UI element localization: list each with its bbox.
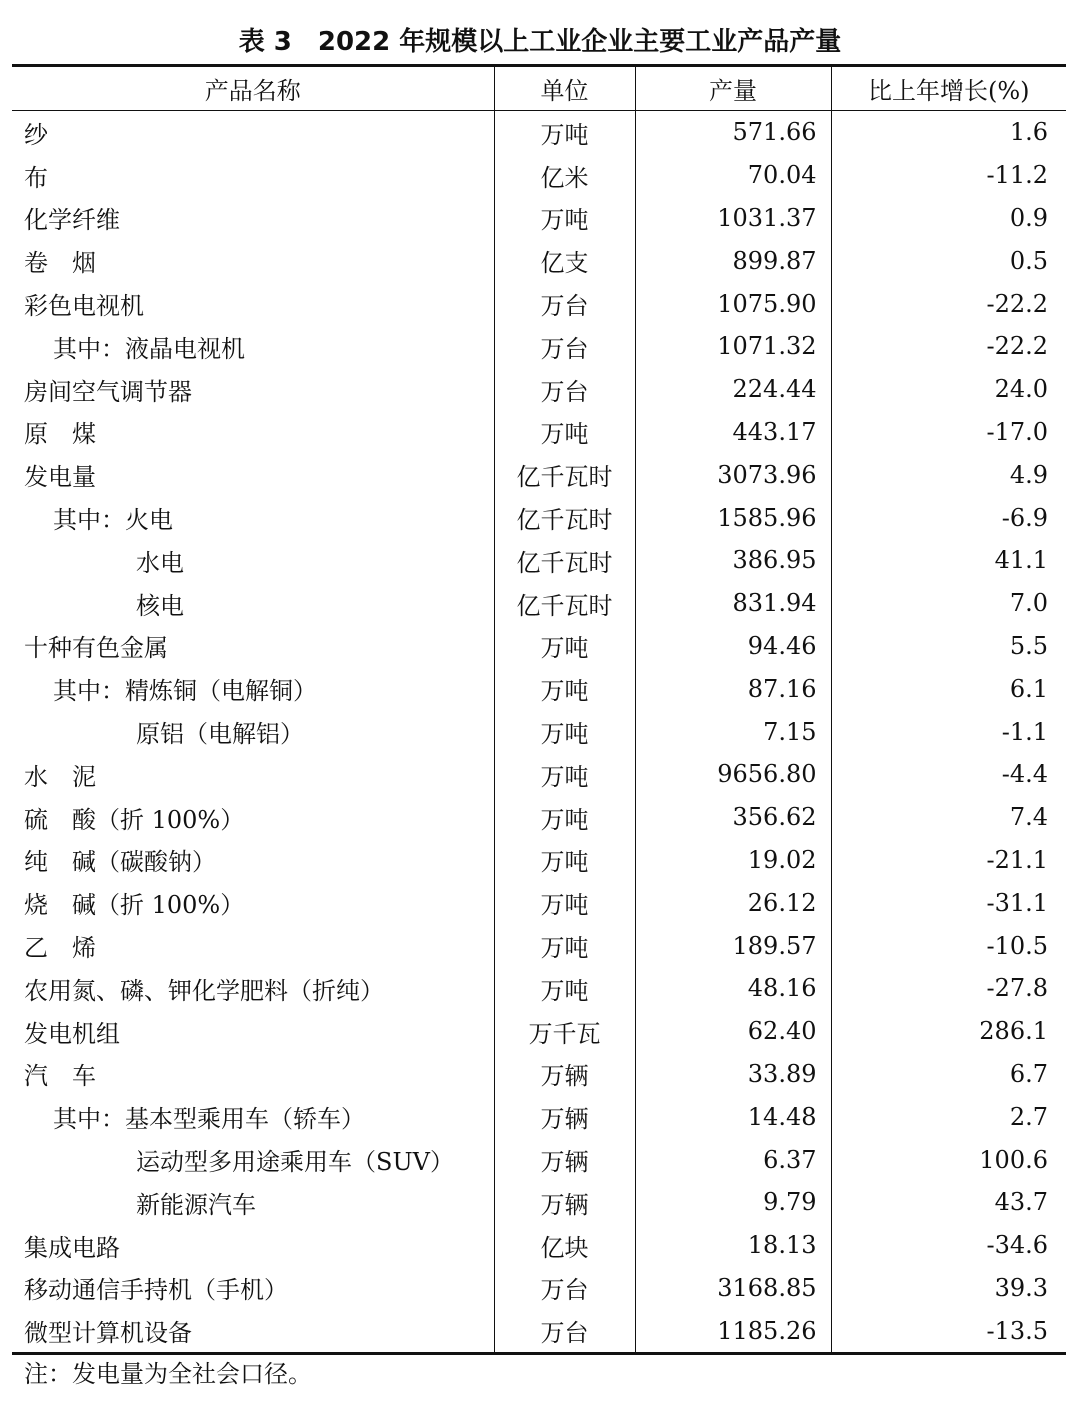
table-row — [12, 368, 1066, 411]
unit-cell: 万台 — [494, 1309, 635, 1353]
product-name-cell: 十种有色金属 — [24, 634, 168, 663]
product-name-cell: 卷 烟 — [24, 249, 96, 278]
growth-cell: 24.0 — [831, 368, 1066, 411]
unit-cell: 万台 — [494, 325, 635, 368]
production-table — [12, 64, 1066, 1355]
output-cell: 9656.80 — [635, 753, 831, 796]
unit-cell: 亿支 — [494, 239, 635, 282]
output-cell: 33.89 — [635, 1053, 831, 1096]
output-cell: 224.44 — [635, 368, 831, 411]
unit-cell: 万吨 — [494, 967, 635, 1010]
product-name-cell: 彩色电视机 — [24, 292, 144, 321]
unit-cell: 万吨 — [494, 667, 635, 710]
table-title-text: 2022 年规模以上工业企业主要工业产品产量 — [317, 27, 842, 57]
table-row — [12, 539, 1066, 582]
growth-cell: 1.6 — [831, 111, 1066, 154]
output-cell: 443.17 — [635, 411, 831, 454]
table-row — [12, 667, 1066, 710]
header-unit: 单位 — [494, 66, 635, 111]
table-body — [12, 111, 1066, 1354]
growth-cell: 5.5 — [831, 625, 1066, 668]
product-name-cell: 硫 酸（折 100%） — [24, 805, 245, 834]
unit-cell: 万吨 — [494, 881, 635, 924]
unit-cell: 万吨 — [494, 924, 635, 967]
table-row — [12, 753, 1066, 796]
output-cell: 6.37 — [635, 1138, 831, 1181]
output-cell: 356.62 — [635, 796, 831, 839]
growth-cell: 7.0 — [831, 582, 1066, 625]
unit-cell: 万台 — [494, 282, 635, 325]
product-name-cell: 房间空气调节器 — [24, 377, 192, 406]
product-name-cell: 其中：液晶电视机 — [53, 334, 245, 363]
unit-cell: 亿千瓦时 — [494, 496, 635, 539]
table-row — [12, 453, 1066, 496]
output-cell: 571.66 — [635, 111, 831, 154]
table-row — [12, 1138, 1066, 1181]
output-cell: 18.13 — [635, 1224, 831, 1267]
product-name-cell: 烧 碱（折 100%） — [24, 891, 245, 920]
table-row — [12, 796, 1066, 839]
unit-cell: 万辆 — [494, 1095, 635, 1138]
unit-cell: 亿千瓦时 — [494, 539, 635, 582]
growth-cell: -4.4 — [831, 753, 1066, 796]
growth-cell: 4.9 — [831, 453, 1066, 496]
output-cell: 1071.32 — [635, 325, 831, 368]
unit-cell: 万吨 — [494, 796, 635, 839]
growth-cell: -11.2 — [831, 154, 1066, 197]
product-name-cell: 纱 — [24, 120, 48, 149]
growth-cell: -13.5 — [831, 1309, 1066, 1353]
table-row — [12, 839, 1066, 882]
growth-cell: 100.6 — [831, 1138, 1066, 1181]
growth-cell: -10.5 — [831, 924, 1066, 967]
product-name-cell: 核电 — [136, 591, 184, 620]
product-name-cell: 新能源汽车 — [136, 1190, 256, 1219]
output-cell: 189.57 — [635, 924, 831, 967]
output-cell: 9.79 — [635, 1181, 831, 1224]
footnote: 注：发电量为全社会口径。 — [24, 1360, 312, 1388]
unit-cell: 万千瓦 — [494, 1010, 635, 1053]
unit-cell: 亿米 — [494, 154, 635, 197]
table-row — [12, 197, 1066, 240]
output-cell: 1585.96 — [635, 496, 831, 539]
output-cell: 70.04 — [635, 154, 831, 197]
unit-cell: 亿块 — [494, 1224, 635, 1267]
table-title — [0, 24, 1080, 60]
output-cell: 386.95 — [635, 539, 831, 582]
product-name-cell: 农用氮、磷、钾化学肥料（折纯） — [24, 976, 384, 1005]
unit-cell: 万吨 — [494, 710, 635, 753]
growth-cell: 0.9 — [831, 197, 1066, 240]
header-product-name: 产品名称 — [12, 66, 494, 111]
growth-cell: 41.1 — [831, 539, 1066, 582]
growth-cell: -22.2 — [831, 282, 1066, 325]
table-row — [12, 1053, 1066, 1096]
product-name-cell: 其中：火电 — [53, 506, 173, 535]
product-name-cell: 原 煤 — [24, 420, 96, 449]
header-growth: 比上年增长(%) — [831, 66, 1066, 111]
product-name-cell: 移动通信手持机（手机） — [24, 1276, 288, 1305]
header-row — [12, 66, 1066, 111]
unit-cell: 万吨 — [494, 839, 635, 882]
growth-cell: -31.1 — [831, 881, 1066, 924]
growth-cell: -1.1 — [831, 710, 1066, 753]
growth-cell: 286.1 — [831, 1010, 1066, 1053]
product-name-cell: 运动型多用途乘用车（SUV） — [136, 1148, 454, 1177]
table-row — [12, 710, 1066, 753]
output-cell: 26.12 — [635, 881, 831, 924]
table-row — [12, 1095, 1066, 1138]
unit-cell: 万吨 — [494, 411, 635, 454]
unit-cell: 万吨 — [494, 111, 635, 154]
product-name-cell: 其中：基本型乘用车（轿车） — [53, 1105, 365, 1134]
table-row — [12, 924, 1066, 967]
table-row — [12, 111, 1066, 154]
growth-cell: -27.8 — [831, 967, 1066, 1010]
product-name-cell: 纯 碱（碳酸钠） — [24, 848, 216, 877]
growth-cell: 6.7 — [831, 1053, 1066, 1096]
growth-cell: 2.7 — [831, 1095, 1066, 1138]
product-name-cell: 布 — [24, 163, 48, 192]
table-row — [12, 1181, 1066, 1224]
growth-cell: -34.6 — [831, 1224, 1066, 1267]
product-name-cell: 水 泥 — [24, 762, 96, 791]
growth-cell: 7.4 — [831, 796, 1066, 839]
growth-cell: -6.9 — [831, 496, 1066, 539]
growth-cell: 43.7 — [831, 1181, 1066, 1224]
unit-cell: 亿千瓦时 — [494, 582, 635, 625]
output-cell: 62.40 — [635, 1010, 831, 1053]
growth-cell: 0.5 — [831, 239, 1066, 282]
table-number: 表 3 — [238, 27, 292, 57]
product-name-cell: 汽 车 — [24, 1062, 96, 1091]
output-cell: 831.94 — [635, 582, 831, 625]
table-row — [12, 496, 1066, 539]
table-row — [12, 325, 1066, 368]
unit-cell: 万台 — [494, 1267, 635, 1310]
product-name-cell: 发电量 — [24, 463, 96, 492]
product-name-cell: 化学纤维 — [24, 206, 120, 235]
output-cell: 48.16 — [635, 967, 831, 1010]
growth-cell: -21.1 — [831, 839, 1066, 882]
product-name-cell: 发电机组 — [24, 1019, 120, 1048]
table-row — [12, 1010, 1066, 1053]
product-name-cell: 原铝（电解铝） — [136, 720, 304, 749]
unit-cell: 万吨 — [494, 625, 635, 668]
unit-cell: 亿千瓦时 — [494, 453, 635, 496]
output-cell: 3168.85 — [635, 1267, 831, 1310]
output-cell: 19.02 — [635, 839, 831, 882]
output-cell: 1031.37 — [635, 197, 831, 240]
header-output: 产量 — [635, 66, 831, 111]
output-cell: 899.87 — [635, 239, 831, 282]
unit-cell: 万辆 — [494, 1181, 635, 1224]
unit-cell: 万吨 — [494, 753, 635, 796]
output-cell: 94.46 — [635, 625, 831, 668]
product-name-cell: 其中：精炼铜（电解铜） — [53, 677, 317, 706]
table-row — [12, 1309, 1066, 1353]
output-cell: 7.15 — [635, 710, 831, 753]
growth-cell: -22.2 — [831, 325, 1066, 368]
product-name-cell: 乙 烯 — [24, 934, 96, 963]
table-row — [12, 582, 1066, 625]
table-row — [12, 411, 1066, 454]
output-cell: 87.16 — [635, 667, 831, 710]
table-row — [12, 239, 1066, 282]
table-row — [12, 967, 1066, 1010]
unit-cell: 万辆 — [494, 1053, 635, 1096]
table-row — [12, 625, 1066, 668]
table-row — [12, 881, 1066, 924]
unit-cell: 万辆 — [494, 1138, 635, 1181]
product-name-cell: 水电 — [136, 548, 184, 577]
output-cell: 1075.90 — [635, 282, 831, 325]
output-cell: 14.48 — [635, 1095, 831, 1138]
unit-cell: 万台 — [494, 368, 635, 411]
table-row — [12, 282, 1066, 325]
growth-cell: -17.0 — [831, 411, 1066, 454]
product-name-cell: 集成电路 — [24, 1233, 120, 1262]
table-row — [12, 1224, 1066, 1267]
table-row — [12, 154, 1066, 197]
unit-cell: 万吨 — [494, 197, 635, 240]
table-row — [12, 1267, 1066, 1310]
growth-cell: 6.1 — [831, 667, 1066, 710]
output-cell: 3073.96 — [635, 453, 831, 496]
growth-cell: 39.3 — [831, 1267, 1066, 1310]
output-cell: 1185.26 — [635, 1309, 831, 1353]
product-name-cell: 微型计算机设备 — [24, 1319, 192, 1348]
